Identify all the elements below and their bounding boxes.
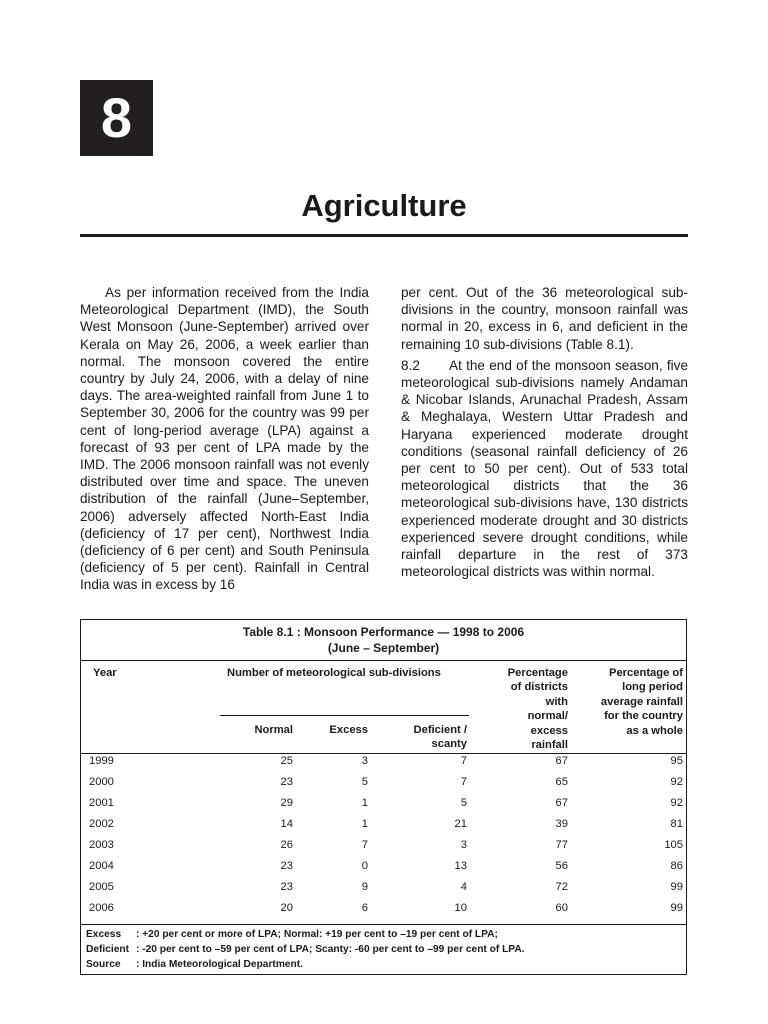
table-header-top-rule [81, 660, 686, 661]
chapter-title: Agriculture [301, 188, 467, 223]
table-row [81, 835, 686, 856]
cell-percentage-lpa: 99 [670, 902, 683, 914]
paragraph-continuation: per cent. Out of the 36 meteorological sub-divisions in the country, monsoon rainfall was normal in 20, excess in 6, and deficient in the remaining 10 sub-divisions (Table 8.1). [401, 285, 688, 352]
cell-excess: 7 [361, 839, 368, 851]
chapter-number-box [80, 80, 153, 156]
table-row [81, 793, 686, 814]
cell-deficient: 4 [460, 881, 467, 893]
cell-percentage-districts: 67 [555, 755, 568, 767]
cell-percentage-districts: 39 [555, 818, 568, 830]
table-caption-period: (June – September) [327, 641, 440, 655]
cell-percentage-lpa: 92 [670, 776, 683, 788]
cell-excess: 6 [361, 902, 368, 914]
left-column [80, 284, 369, 594]
cell-deficient: 7 [460, 776, 467, 788]
cell-percentage-districts: 65 [555, 776, 568, 788]
cell-normal: 20 [280, 902, 293, 914]
cell-year: 2004 [89, 860, 114, 872]
table-8-1 [80, 619, 687, 975]
cell-deficient: 7 [460, 755, 467, 767]
header-lpa-line5: as a whole [626, 724, 683, 737]
header-deficient-line1: Deficient / [413, 724, 467, 736]
header-pct-line3: with [545, 695, 568, 708]
cell-deficient: 13 [454, 860, 467, 872]
header-deficient [414, 723, 467, 752]
table-row [81, 898, 686, 919]
header-group-rule [220, 715, 469, 716]
header-lpa-line4: for the country [604, 710, 683, 723]
paragraph-monsoon-arrival: As per information received from the India Meteorological Department (IMD), the South West Monsoon (June-September) arrived over Kerala on May 26, 2006, a week earlier than normal. The monsoon covered the entire country by July 24, 2006, with a delay of nine days. The area-weighted rainfall from June 1 to September 30, 2006 for the country was 99 per cent of long-period average (LPA) against a forecast of 93 per cent of LPA made by the IMD. The 2006 monsoon rainfall was not evenly distributed over time and space. The uneven distribution of the rainfall (June–September, 2006) adversely affected North-East India (deficiency of 17 per cent), Northwest India (deficiency of 6 per cent) and South Peninsula (deficiency of 5 per cent). Rainfall in Central India was in excess by 16 [80, 285, 369, 593]
note-source-label: Source [86, 959, 121, 970]
cell-percentage-districts: 77 [555, 839, 568, 851]
table-notes-rule [81, 924, 686, 925]
table-row [81, 814, 686, 835]
title-rule [80, 234, 688, 237]
header-percentage-lpa [601, 666, 683, 738]
note-deficient [86, 942, 525, 957]
header-normal: Normal [254, 724, 293, 736]
cell-percentage-lpa: 86 [670, 860, 683, 872]
cell-percentage-lpa: 99 [670, 881, 683, 893]
cell-normal: 23 [280, 860, 293, 872]
header-deficient-line2: scanty [431, 738, 467, 751]
paragraph-8-2 [401, 357, 688, 581]
header-pct-line1: Percentage [507, 667, 568, 679]
table-row [81, 856, 686, 877]
note-excess-text: : +20 per cent or more of LPA; Normal: +19 per cent to –19 per cent of LPA; [136, 929, 498, 940]
cell-normal: 23 [280, 881, 293, 893]
cell-year: 2001 [89, 797, 114, 809]
cell-percentage-lpa: 95 [670, 755, 683, 767]
table-row [81, 877, 686, 898]
header-excess: Excess [329, 724, 368, 736]
note-deficient-label: Deficient [86, 944, 130, 955]
header-pct-line4: normal/ [527, 710, 568, 723]
cell-deficient: 21 [454, 818, 467, 830]
table-caption: Table 8.1 : Monsoon Performance — 1998 to 2006 [242, 625, 525, 639]
cell-excess: 0 [361, 860, 368, 872]
header-lpa-line3: average rainfall [600, 695, 683, 708]
note-excess [86, 927, 498, 942]
header-pct-line2: of districts [510, 681, 568, 694]
cell-year: 1999 [89, 755, 114, 767]
header-year: Year [93, 667, 117, 679]
cell-excess: 1 [361, 818, 368, 830]
paragraph-8-2-text: At the end of the monsoon season, five meteorological sub-divisions namely Andaman & Nicobar Islands, Arunachal Pradesh, Assam & Meghalaya, Western Uttar Pradesh and Haryana experienced moderate drought conditions (seasonal rainfall deficiency of 26 per cent to 50 per cent). Out of 533 total meteorological districts that the 36 meteorological sub-divisions have, 130 districts experienced moderate drought and 30 districts experienced severe drought conditions, while rainfall departure in the rest of 373 meteorological districts was within normal. [401, 357, 688, 580]
cell-excess: 9 [361, 881, 368, 893]
header-percentage-districts [508, 666, 568, 752]
table-row [81, 772, 686, 793]
cell-normal: 25 [280, 755, 293, 767]
note-excess-label: Excess [86, 929, 122, 940]
cell-excess: 1 [361, 797, 368, 809]
right-column [401, 284, 688, 580]
cell-year: 2006 [89, 902, 114, 914]
cell-percentage-districts: 56 [555, 860, 568, 872]
cell-percentage-lpa: 92 [670, 797, 683, 809]
note-source-text: : India Meteorological Department. [136, 959, 303, 970]
chapter-number: 8 [100, 86, 133, 149]
note-deficient-text: : -20 per cent to –59 per cent of LPA; Scanty: -60 per cent to –99 per cent of LPA. [136, 944, 525, 955]
paragraph-number: 8.2 [401, 357, 420, 373]
cell-year: 2003 [89, 839, 114, 851]
header-lpa-line1: Percentage of [609, 667, 683, 679]
cell-year: 2000 [89, 776, 114, 788]
cell-percentage-lpa: 105 [664, 839, 683, 851]
note-source [86, 957, 303, 972]
cell-year: 2005 [89, 881, 114, 893]
cell-excess: 3 [361, 755, 368, 767]
header-subdivisions-group: Number of meteorological sub-divisions [227, 667, 441, 679]
cell-percentage-districts: 67 [555, 797, 568, 809]
cell-normal: 26 [280, 839, 293, 851]
table-row [81, 751, 686, 772]
header-lpa-line2: long period [622, 681, 683, 694]
cell-percentage-districts: 60 [555, 902, 568, 914]
cell-normal: 23 [280, 776, 293, 788]
cell-excess: 5 [361, 776, 368, 788]
cell-deficient: 3 [460, 839, 467, 851]
cell-normal: 29 [280, 797, 293, 809]
cell-percentage-lpa: 81 [670, 818, 683, 830]
cell-deficient: 5 [460, 797, 467, 809]
cell-percentage-districts: 72 [555, 881, 568, 893]
cell-normal: 14 [280, 818, 293, 830]
header-pct-line6: rainfall [531, 739, 568, 752]
cell-year: 2002 [89, 818, 114, 830]
cell-deficient: 10 [454, 902, 467, 914]
header-pct-line5: excess [530, 724, 568, 737]
